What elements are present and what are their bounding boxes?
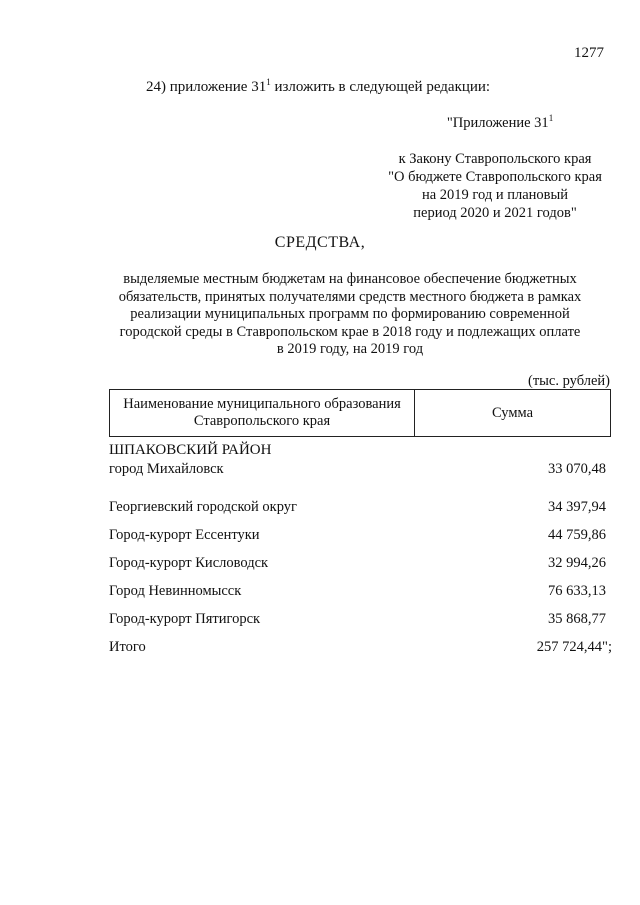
annex-title-text: "Приложение 31	[446, 115, 549, 131]
row-name: Город-курорт Кисловодск	[109, 555, 269, 571]
row-name: Город-курорт Пятигорск	[109, 611, 261, 627]
column-header-name-line: Ставропольского края	[193, 413, 331, 429]
annex-reference	[380, 150, 610, 222]
document-description	[100, 271, 600, 359]
annex-ref-line: "О бюджете Ставропольского края	[388, 169, 602, 185]
district-heading: ШПАКОВСКИЙ РАЙОН	[109, 442, 272, 458]
table-row	[109, 611, 606, 631]
row-amount: 32 994,26	[548, 555, 606, 571]
table-header	[109, 389, 611, 437]
annex-title-superscript: 1	[548, 113, 554, 123]
row-name: город Михайловск	[109, 461, 224, 477]
description-line: в 2019 году, на 2019 год	[276, 341, 424, 357]
annex-ref-line: к Закону Ставропольского края	[398, 151, 592, 167]
row-amount: 76 633,13	[548, 583, 606, 599]
row-name: Город Невинномысск	[109, 583, 242, 599]
table-row	[109, 583, 606, 603]
total-row	[109, 639, 612, 659]
annex-title	[410, 115, 590, 132]
amendment-prefix: 24) приложение 31	[146, 79, 267, 95]
annex-ref-line: период 2020 и 2021 годов"	[413, 205, 577, 221]
table-row	[109, 461, 606, 481]
units-label: (тыс. рублей)	[528, 373, 610, 389]
document-title: СРЕДСТВА,	[274, 234, 366, 251]
page-number: 1277	[574, 45, 604, 61]
column-header-sum: Сумма	[491, 405, 534, 421]
row-name: Георгиевский городской округ	[109, 499, 297, 515]
table-row	[109, 499, 606, 519]
amendment-suffix: изложить в следующей редакции:	[270, 79, 491, 95]
description-line: обязательств, принятых получателями средств местного бюджета в рамках	[118, 288, 582, 305]
amendment-line	[146, 79, 490, 96]
annex-ref-line: на 2019 год и плановый	[421, 187, 569, 203]
row-name: Город-курорт Ессентуки	[109, 527, 260, 543]
row-amount: 34 397,94	[548, 499, 606, 515]
row-amount: 33 070,48	[548, 461, 606, 477]
total-amount: 257 724,44";	[536, 639, 612, 655]
description-line: городской среды в Ставропольском крае в 2018 году и подлежащих оплате	[119, 323, 581, 340]
column-header-name	[110, 390, 415, 436]
row-amount: 35 868,77	[548, 611, 606, 627]
total-label: Итого	[109, 639, 146, 655]
column-header-name-line: Наименование муниципального образования	[123, 396, 401, 412]
description-line: реализации муниципальных программ по формированию современной	[130, 306, 570, 322]
row-amount: 44 759,86	[548, 527, 606, 543]
table-row	[109, 555, 606, 575]
description-line: выделяемые местным бюджетам на финансовое обеспечение бюджетных	[123, 271, 577, 287]
amendment-superscript: 1	[266, 77, 271, 87]
table-row	[109, 527, 606, 547]
